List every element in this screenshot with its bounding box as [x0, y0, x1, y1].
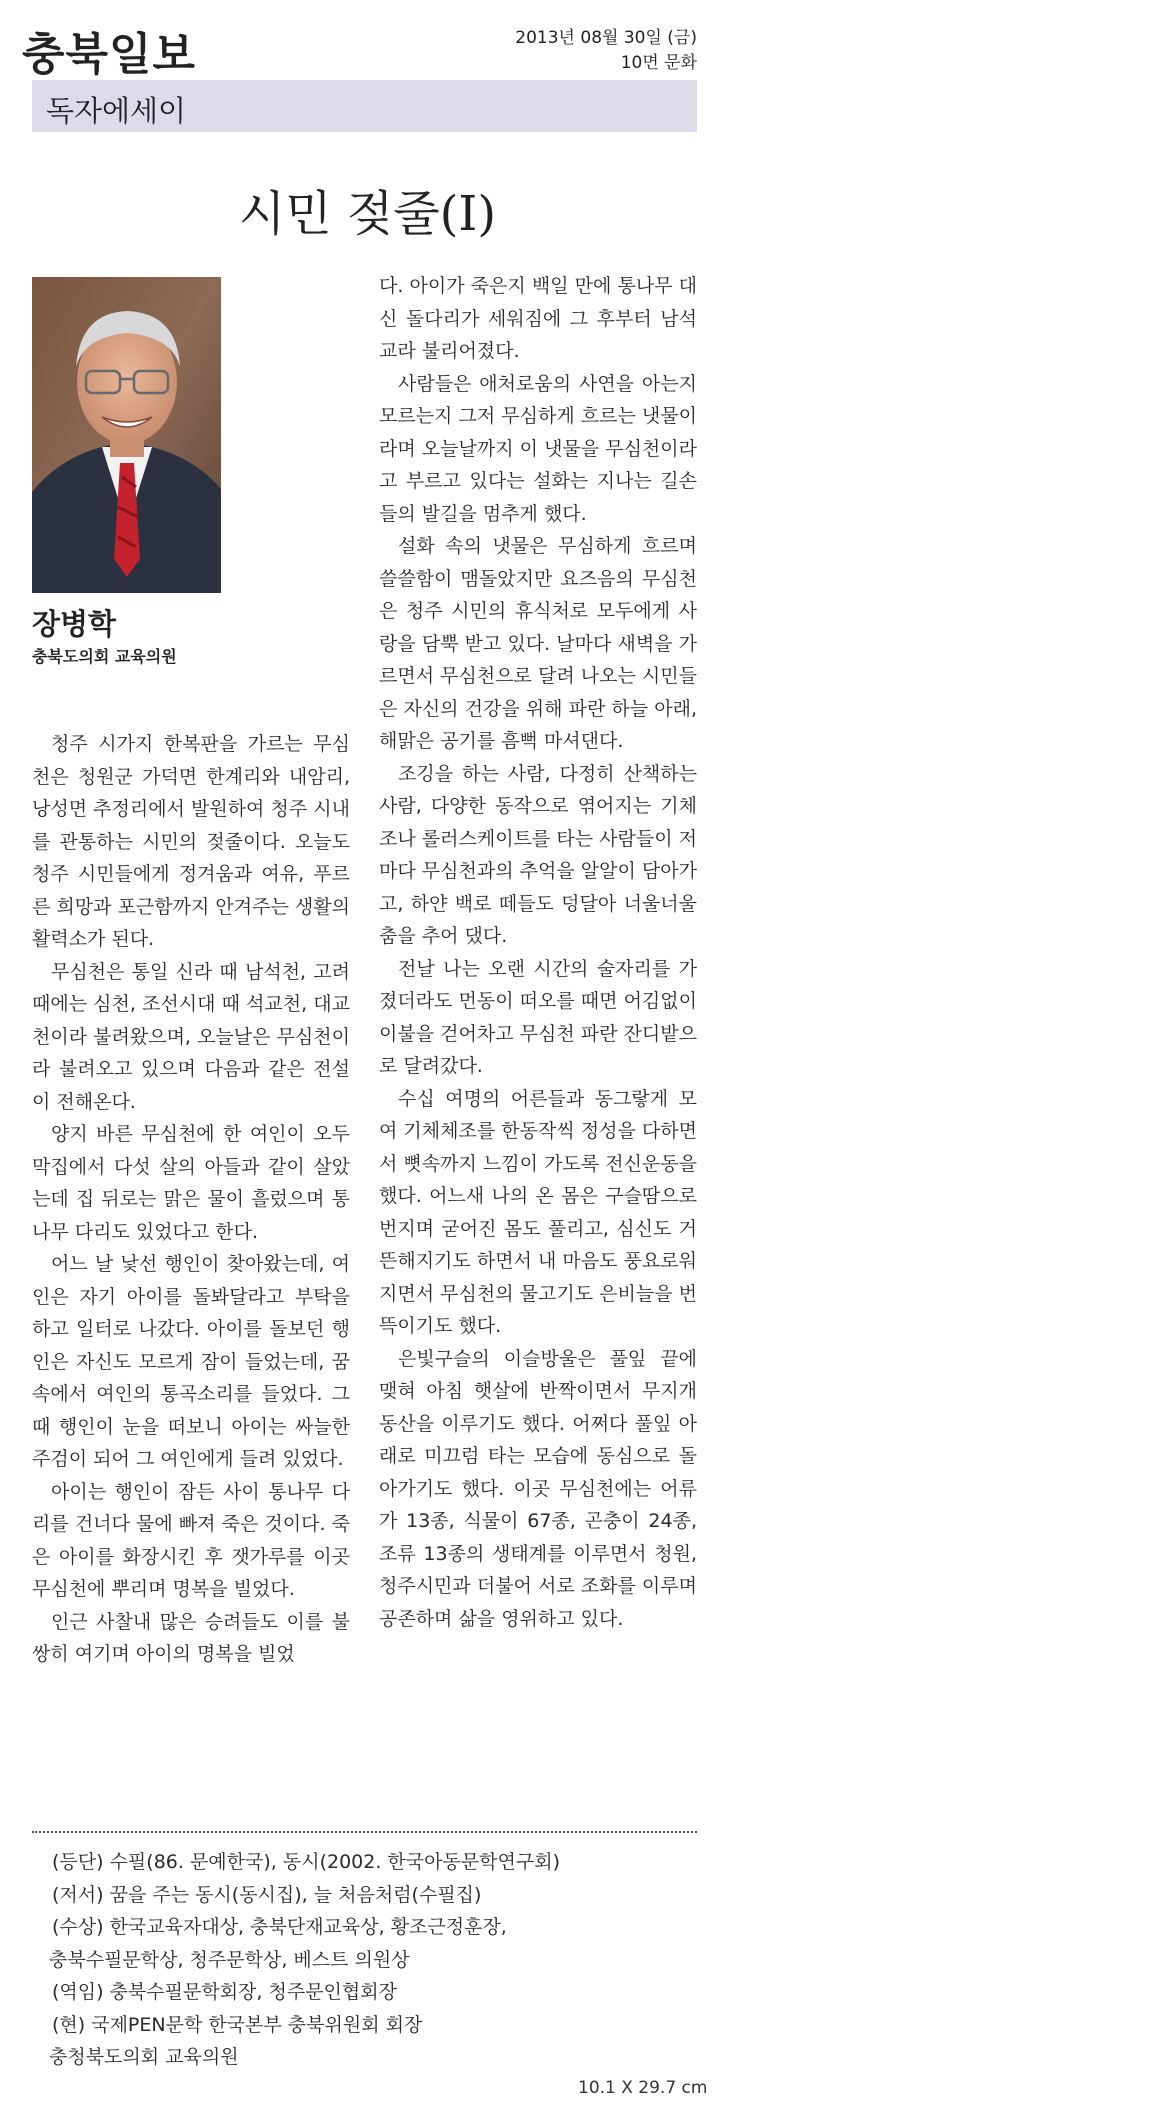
bio-line: (등단) 수필(86. 문예한국), 동시(2002. 한국아동문학연구회)	[52, 1851, 561, 1873]
page-section: 10면 문화	[620, 53, 697, 73]
article-title: 시민 젖줄(Ⅰ)	[238, 186, 497, 242]
paragraph: 사람들은 애처로움의 사연을 아는지 모르는지 그저 무심하게 흐르는 냇물이라며 오늘날까지 이 냇물을 무심천이라고 부르고 있다는 설화는 지나는 길손들의 발길을 멈추게 했다.	[379, 372, 697, 525]
paragraph: 무심천은 통일 신라 때 남석천, 고려 때에는 심천, 조선시대 때 석교천, 대교천이라 불려왔으며, 오늘날은 무심천이라 불려오고 있으며 다음과 같은 전설이 전해온다.	[32, 960, 350, 1113]
bio-line: (저서) 꿈을 주는 동시(동시집), 늘 처음처럼(수필집)	[52, 1883, 482, 1906]
article-column-left	[32, 728, 350, 1671]
author-title: 충북도의회 교육의원	[32, 647, 177, 666]
section-label: 독자에세이	[46, 94, 187, 128]
issue-date: 2013년 08월 30일 (금)	[515, 28, 697, 48]
bio-line: (현) 국제PEN문학 한국본부 충북위원회 회장	[52, 2013, 423, 2036]
author-bio	[49, 1846, 702, 2074]
paragraph: 전날 나는 오랜 시간의 술자리를 가졌더라도 먼동이 떠오를 때면 어김없이 이불을 걷어차고 무심천 파란 잔디밭으로 달려갔다.	[379, 957, 697, 1077]
paragraph: 은빛구슬의 이슬방울은 풀잎 끝에 맺혀 아침 햇살에 반짝이면서 무지개 동산을 이루기도 했다. 어쩌다 풀잎 아래로 미끄럼 타는 모습에 동심으로 돌아가기도 했다. 이곳 무심천에는 어류가 13종, 식물이 67종, 곤충이 24종, 조류 13종의 생태계를 이루면서 청원, 청주시민과 더불어 서로 조화를 이루며 공존하며 삶을 영위하고 있다.	[379, 1347, 697, 1630]
portrait-photo-icon	[32, 277, 221, 593]
article-column-right	[379, 270, 697, 1635]
paragraph: 조깅을 하는 사람, 다정히 산책하는 사람, 다양한 동작으로 엮어지는 기체조나 롤러스케이트를 타는 사람들이 저마다 무심천과의 추억을 알알이 담아가고, 하얀 백로 떼들도 덩달아 너울너울 춤을 추어 댔다.	[379, 762, 697, 947]
section-bar	[32, 80, 697, 132]
bio-line: (역임) 충북수필문학회장, 청주문인협회장	[52, 1981, 397, 2003]
author-name: 장병학	[32, 607, 117, 641]
bio-line: (수상) 한국교육자대상, 충북단재교육상, 황조근정훈장,	[52, 1916, 507, 1938]
bio-line: 충북수필문학상, 청주문학상, 베스트 의원상	[49, 1948, 410, 1971]
paragraph: 청주 시가지 한복판을 가르는 무심천은 청원군 가덕면 한계리와 내암리, 낭성면 추정리에서 발원하여 청주 시내를 관통하는 시민의 젖줄이다. 오늘도 청주 시민들에게 정겨움과 여유, 푸르른 희망과 포근함까지 안겨주는 생활의 활력소가 된다.	[32, 733, 350, 950]
paragraph: 양지 바른 무심천에 한 여인이 오두막집에서 다섯 살의 아들과 같이 살았는데 집 뒤로는 맑은 물이 흘렀으며 통나무 다리도 있었다고 한다.	[32, 1123, 350, 1243]
paragraph: 설화 속의 냇물은 무심하게 흐르며 쓸쓸함이 맴돌았지만 요즈음의 무심천은 청주 시민의 휴식처로 모두에게 사랑을 담뿍 받고 있다. 날마다 새벽을 가르면서 무심천으로 달려 나오는 시민들은 자신의 건강을 위해 파란 하늘 아래, 해맑은 공기를 흠뻑 마셔댄다.	[379, 535, 697, 752]
paragraph: 어느 날 낯선 행인이 찾아왔는데, 여인은 자기 아이를 돌봐달라고 부탁을 하고 일터로 나갔다. 아이를 돌보던 행인은 자신도 모르게 잠이 들었는데, 꿈 속에서 여인의 통곡소리를 들었다. 그 때 행인이 눈을 떠보니 아이는 싸늘한 주검이 되어 그 여인에게 들려 있었다.	[32, 1253, 350, 1470]
author-photo	[32, 277, 221, 593]
paragraph-continued: 다. 아이가 죽은지 백일 만에 통나무 대신 돌다리가 세워짐에 그 후부터 남석교라 불리어졌다.	[379, 275, 697, 362]
dotted-divider	[32, 1831, 697, 1833]
paragraph: 인근 사찰내 많은 승려들도 이를 불쌍히 여기며 아이의 명복을 빌었	[32, 1610, 350, 1665]
bio-line: 충청북도의회 교육의원	[49, 2046, 239, 2068]
paragraph: 아이는 행인이 잠든 사이 통나무 다리를 건너다 물에 빠져 죽은 것이다. 죽은 아이를 화장시킨 후 잿가루를 이곳 무심천에 뿌리며 명복을 빌었다.	[32, 1480, 350, 1600]
newspaper-masthead: 충북일보	[22, 29, 197, 80]
size-note: 10.1 X 29.7 cm	[578, 2078, 708, 2098]
dateline	[515, 26, 697, 76]
paragraph: 수십 여명의 어른들과 동그랗게 모여 기체체조를 한동작씩 정성을 다하면서 뼛속까지 느낌이 가도록 전신운동을 했다. 어느새 나의 온 몸은 구슬땀으로 번지며 굳어진 몸도 풀리고, 심신도 거뜬해지기도 하면서 내 마음도 풍요로워지면서 무심천의 물고기도 은비늘을 번뜩이기도 했다.	[379, 1087, 697, 1337]
